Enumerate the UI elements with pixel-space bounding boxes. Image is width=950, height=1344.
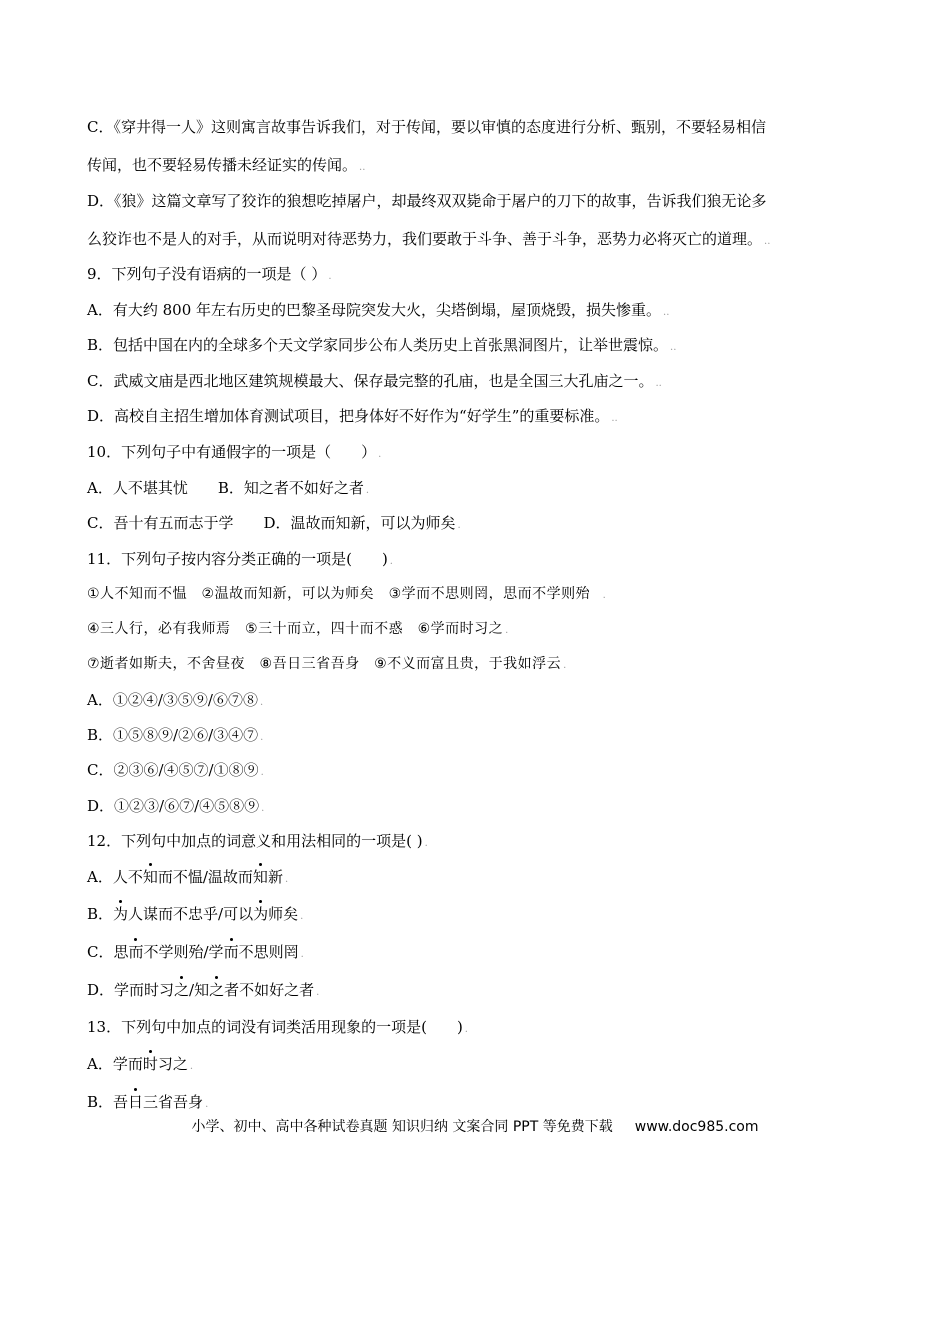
dotted-word: 之 [174,981,190,999]
question-10-options-ab: A．人不堪其忧 B．知之者不如好之者 . [87,479,370,497]
question-11-option-a: A．①②④/③⑤⑨/⑥⑦⑧ . [87,691,264,709]
question-11-sentences-3: ⑦逝者如斯夫，不舍昼夜 ⑧吾日三省吾身 ⑨不义而富且贵，于我如浮云 . [87,656,567,672]
dotted-word: 而 [223,943,239,961]
option-d-line-2: 么狡诈也不是人的对手，从而说明对待恶势力，我们要敢于斗争、善于斗争，恶势力必将灭亡的道理。 .. [87,230,771,248]
question-13-option-b: B．吾日三省吾身 . [87,1093,209,1111]
question-11-sentences-1: ①人不知而不愠 ②温故而知新，可以为师矣 ③学而不思则罔，思而不学则殆 . [87,586,607,602]
question-11-sentences-2: ④三人行，必有我师焉 ⑤三十而立，四十而不惑 ⑥学而时习之 . [87,621,509,637]
option-d-line-1: D．《狼》这篇文章写了狡诈的狼想吃掉屠户，却最终双双毙命于屠户的刀下的故事，告诉我们狼无论多 [87,192,767,210]
question-10-options-cd: C．吾十有五而志于学 D．温故而知新，可以为师矣 . [87,514,461,532]
question-12-option-a: A．人不知而不愠/温故而知新 . [87,868,289,886]
dotted-word: 日 [128,1093,144,1111]
footer-text: 小学、初中、高中各种试卷真题 知识归纳 文案合同 PPT 等免费下载 [191,1119,613,1135]
dotted-word: 为 [253,905,269,923]
question-11-option-b: B．①⑤⑧⑨/②⑥/③④⑦ . [87,726,264,744]
question-12-option-b: B．为人谋而不忠乎/可以为师矣 . [87,905,304,923]
question-9: 9．下列句子没有语病的一项是（ ） . [87,265,332,283]
question-13-option-a: A．学而时习之 . [87,1055,194,1073]
page-footer [0,1116,950,1136]
dotted-word: 知 [142,868,158,886]
dotted-word: 之 [209,981,225,999]
question-13: 13．下列句中加点的词没有词类活用现象的一项是( ) . [87,1018,468,1036]
dotted-word: 知 [252,868,268,886]
question-12: 12．下列句中加点的词意义和用法相同的一项是( ) . [87,832,428,850]
question-9-option-b: B．包括中国在内的全球多个天文学家同步公布人类历史上首张黑洞图片，让举世震惊。 .. [87,336,677,354]
question-9-option-a: A．有大约 800 年左右历史的巴黎圣母院突发大火，尖塔倒塌，屋顶烧毁，损失惨重。 .. [87,301,670,319]
question-12-option-c: C．思而不学则殆/学而不思则罔 . [87,943,304,961]
question-9-option-d: D．高校自主招生增加体育测试项目，把身体好不好作为“好学生”的重要标准。 .. [87,407,618,425]
option-c-line-1: C．《穿井得一人》这则寓言故事告诉我们，对于传闻，要以审慎的态度进行分析、甄别，不要轻易相信 [87,118,766,136]
question-11-option-c: C．②③⑥/④⑤⑦/①⑧⑨ . [87,761,264,779]
dotted-word: 而 [128,943,144,961]
dotted-word: 为 [113,905,129,923]
footer-url[interactable]: www.doc985.com [634,1119,759,1135]
question-12-option-d: D．学而时习之/知之者不如好之者 . [87,981,320,999]
question-11-option-d: D．①②③/⑥⑦/④⑤⑧⑨ . [87,797,265,815]
question-11: 11．下列句子按内容分类正确的一项是( ) . [87,550,393,568]
option-c-line-2: 传闻，也不要轻易传播未经证实的传闻。 .. [87,156,366,174]
dotted-word: 时 [142,1055,158,1073]
question-10: 10．下列句子中有通假字的一项是（ ） . [87,443,382,461]
question-9-option-c: C．武威文庙是西北地区建筑规模最大、保存最完整的孔庙，也是全国三大孔庙之一。 .. [87,372,662,390]
